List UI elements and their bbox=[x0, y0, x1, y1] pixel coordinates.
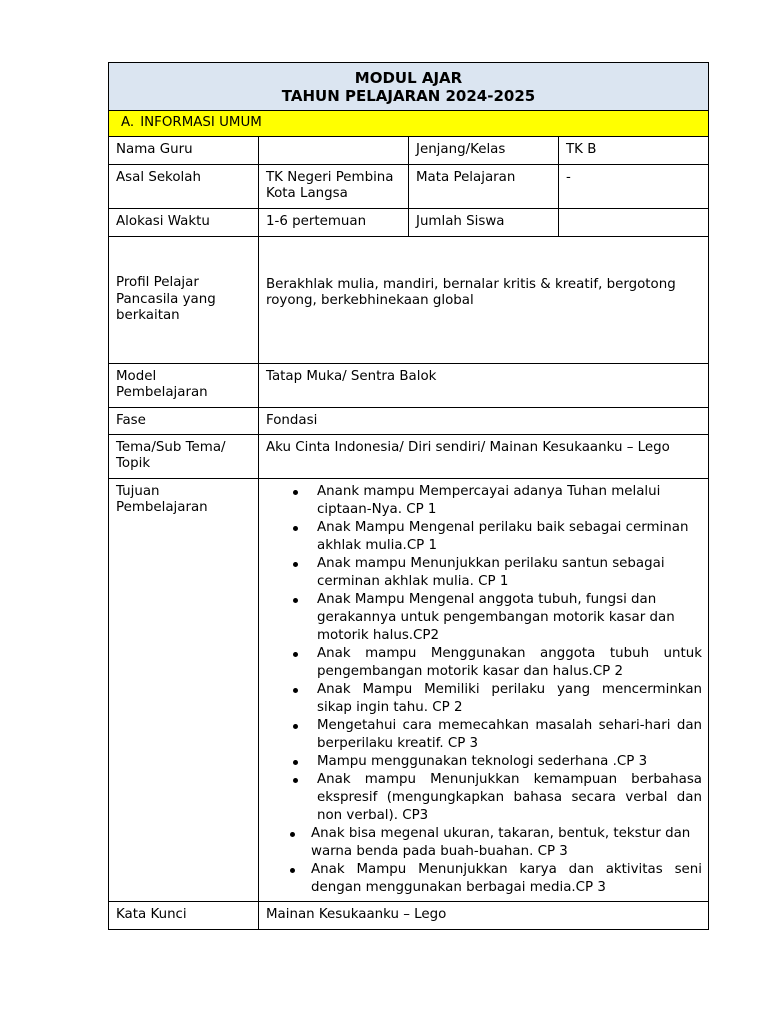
list-item: Anak mampu Menggunakan anggota tubuh untuk pengembangan motorik kasar dan halus.CP 2 bbox=[266, 645, 702, 681]
fase-value: Fondasi bbox=[259, 407, 709, 434]
mapel-value: - bbox=[559, 164, 709, 208]
alokasi-label: Alokasi Waktu bbox=[109, 208, 259, 236]
table-row bbox=[109, 478, 709, 901]
jenjang-value: TK B bbox=[559, 136, 709, 164]
section-label: INFORMASI UMUM bbox=[140, 115, 262, 130]
table-row bbox=[109, 236, 709, 363]
document-title bbox=[109, 63, 709, 111]
list-item: Anak mampu Menunjukkan kemampuan berbahasa ekspresif (mengungkapkan bahasa secara verbal dan non verbal). CP3 bbox=[266, 771, 702, 825]
list-item: Anak Mampu Mengenal anggota tubuh, fungsi dan gerakannya untuk pengembangan motorik kasar dan motorik halus.CP2 bbox=[266, 591, 702, 645]
section-letter: A. bbox=[121, 115, 135, 130]
list-item: Anak Mampu Memiliki perilaku yang mencerminkan sikap ingin tahu. CP 2 bbox=[266, 681, 702, 717]
model-label: Model Pembelajaran bbox=[109, 363, 259, 407]
table-row bbox=[109, 136, 709, 164]
list-item: Anak Mampu Mengenal perilaku baik sebagai cerminan akhlak mulia.CP 1 bbox=[266, 519, 702, 555]
list-item: Anak bisa megenal ukuran, takaran, bentuk, tekstur dan warna benda pada buah-buahan. CP 3 bbox=[266, 825, 702, 861]
tema-label: Tema/Sub Tema/ Topik bbox=[109, 434, 259, 478]
title-line-1: MODUL AJAR bbox=[354, 69, 463, 87]
list-item: Anak Mampu Menunjukkan karya dan aktivitas seni dengan menggunakan berbagai media.CP 3 bbox=[266, 861, 702, 897]
title-row bbox=[109, 63, 709, 111]
jumlah-siswa-value bbox=[559, 208, 709, 236]
tema-value: Aku Cinta Indonesia/ Diri sendiri/ Mainan Kesukaanku – Lego bbox=[259, 434, 709, 478]
nama-guru-value bbox=[259, 136, 409, 164]
fase-label: Fase bbox=[109, 407, 259, 434]
profil-label: Profil Pelajar Pancasila yang berkaitan bbox=[109, 236, 259, 363]
list-item: Mengetahui cara memecahkan masalah sehari-hari dan berperilaku kreatif. CP 3 bbox=[266, 717, 702, 753]
tujuan-list bbox=[266, 483, 702, 897]
kata-kunci-label: Kata Kunci bbox=[109, 901, 259, 929]
list-item: Anak mampu Menunjukkan perilaku santun sebagai cerminan akhlak mulia. CP 1 bbox=[266, 555, 702, 591]
tujuan-list-cell bbox=[259, 478, 709, 901]
table-row bbox=[109, 407, 709, 434]
jenjang-label: Jenjang/Kelas bbox=[409, 136, 559, 164]
alokasi-value: 1-6 pertemuan bbox=[259, 208, 409, 236]
table-row bbox=[109, 363, 709, 407]
asal-sekolah-label: Asal Sekolah bbox=[109, 164, 259, 208]
section-header-row bbox=[109, 111, 709, 137]
jumlah-siswa-label: Jumlah Siswa bbox=[409, 208, 559, 236]
model-value: Tatap Muka/ Sentra Balok bbox=[259, 363, 709, 407]
modul-ajar-table bbox=[108, 62, 709, 930]
list-item: Mampu menggunakan teknologi sederhana .CP 3 bbox=[266, 753, 702, 771]
list-item: Anank mampu Mempercayai adanya Tuhan melalui ciptaan-Nya. CP 1 bbox=[266, 483, 702, 519]
asal-sekolah-value: TK Negeri Pembina Kota Langsa bbox=[259, 164, 409, 208]
section-header bbox=[109, 111, 709, 137]
mapel-label: Mata Pelajaran bbox=[409, 164, 559, 208]
table-row bbox=[109, 208, 709, 236]
title-line-2: TAHUN PELAJARAN 2024-2025 bbox=[281, 87, 536, 105]
table-row bbox=[109, 434, 709, 478]
table-row bbox=[109, 901, 709, 929]
tujuan-label: Tujuan Pembelajaran bbox=[109, 478, 259, 901]
table-row bbox=[109, 164, 709, 208]
nama-guru-label: Nama Guru bbox=[109, 136, 259, 164]
kata-kunci-value: Mainan Kesukaanku – Lego bbox=[259, 901, 709, 929]
profil-value: Berakhlak mulia, mandiri, bernalar kritis & kreatif, bergotong royong, berkebhinekaan global bbox=[259, 236, 709, 363]
